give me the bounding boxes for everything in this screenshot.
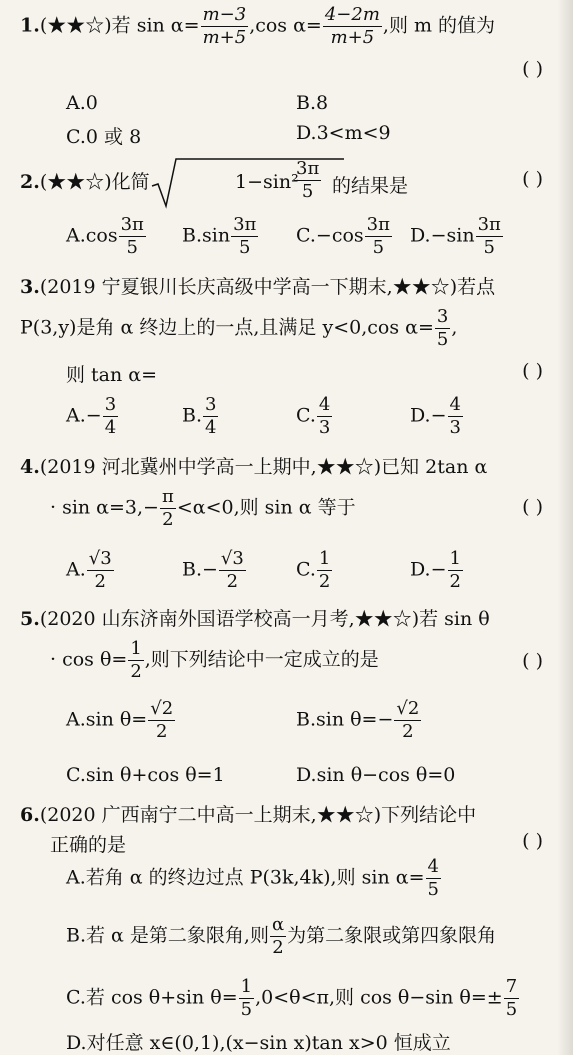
- fraction-denominator: 5: [505, 999, 518, 1020]
- option-label: B.sin θ=−: [296, 708, 394, 731]
- question-1-fraction-cos: [323, 4, 382, 49]
- fraction-numerator: √2: [150, 698, 174, 719]
- question-3-text-line-1: (2019 宁夏银川长庆高级中学高一下期末,★★☆)若点: [39, 276, 496, 298]
- question-2-answer-blank: ( ): [522, 168, 543, 190]
- question-5-text-line-2-end: ,则下列结论中一定成立的是: [144, 648, 379, 671]
- option-label: A.: [66, 558, 86, 581]
- fraction-denominator: 4: [104, 417, 117, 438]
- option-fraction: [270, 914, 286, 959]
- option-fraction: [394, 698, 421, 743]
- fraction-numerator: 1: [240, 976, 253, 997]
- fraction-denominator: 2: [318, 571, 331, 592]
- question-2-text-b: 的结果是: [332, 175, 409, 197]
- question-6-number: 6.: [20, 804, 40, 826]
- option-label: A.−: [66, 404, 102, 427]
- question-1-text-a: (★★☆)若 sin α=: [39, 14, 200, 37]
- question-2-option-b: [182, 214, 259, 259]
- question-1-option-d: D.3<m<9: [296, 122, 391, 144]
- option-label: B.sin: [182, 224, 231, 247]
- question-5-stem-line-2: [50, 638, 379, 683]
- fraction-numerator: 4−2m: [324, 4, 380, 25]
- question-1-number: 1.: [20, 14, 40, 37]
- question-6-stem-line-1: [20, 800, 476, 827]
- question-5-stem-line-1: [20, 604, 490, 631]
- question-3-text-line-2: P(3,y)是角 α 终边上的一点,且满足 y<0,cos α=: [20, 316, 434, 339]
- question-3-number: 3.: [20, 276, 40, 298]
- option-fraction: [448, 394, 463, 439]
- fraction-numerator: 4: [449, 394, 461, 415]
- fraction-numerator: 1: [318, 548, 331, 569]
- option-b-text: B.若 α 是第二象限角,则: [66, 924, 269, 947]
- fraction-denominator: m+5: [202, 27, 247, 48]
- option-fraction: [317, 394, 332, 439]
- question-3-option-b: [182, 394, 219, 439]
- option-b-text-end: 为第二象限或第四象限角: [287, 924, 497, 947]
- question-3-fraction: [435, 306, 450, 351]
- question-3-option-a: [66, 394, 119, 439]
- question-1-stem: [20, 4, 495, 56]
- question-1-option-b: B.8: [296, 92, 329, 114]
- page-edge-shadow: [557, 0, 573, 1055]
- question-2-option-d: [410, 214, 504, 259]
- fraction-numerator: √2: [396, 698, 420, 719]
- question-4-option-d: [410, 548, 464, 593]
- option-label: B.: [182, 404, 203, 427]
- question-6-option-c: [66, 976, 520, 1021]
- fraction-denominator: 5: [427, 879, 439, 900]
- fraction-numerator: 4: [318, 394, 331, 415]
- question-6-stem-line-2: 正确的是: [50, 834, 127, 856]
- fraction-denominator: 5: [301, 181, 314, 202]
- question-4-stem-line-1: [20, 452, 487, 479]
- option-label: D.−: [410, 558, 447, 581]
- question-3-text-line-2-end: ,: [451, 316, 458, 339]
- fraction-denominator: 5: [436, 329, 449, 350]
- option-fraction: [448, 548, 463, 593]
- fraction-numerator: m−3: [202, 4, 247, 25]
- fraction-numerator: √3: [88, 548, 112, 569]
- fraction-denominator: 3: [318, 417, 331, 438]
- fraction-denominator: 2: [94, 571, 106, 592]
- question-4-number: 4.: [20, 456, 40, 478]
- question-2-text-a: (★★☆)化简: [39, 171, 150, 193]
- option-fraction: [365, 214, 392, 259]
- question-2-option-c: [296, 214, 393, 259]
- option-label: A.sin θ=: [66, 708, 148, 731]
- fraction-denominator: 5: [240, 999, 253, 1020]
- radicand-fraction: [294, 158, 321, 203]
- fraction-numerator: 3: [205, 394, 217, 415]
- option-fraction: [239, 976, 254, 1021]
- option-c-text-mid: ,0<θ<π,则 cos θ−sin θ=±: [255, 986, 503, 1009]
- question-4-option-b: [182, 548, 247, 593]
- option-fraction: [504, 976, 519, 1021]
- fraction-numerator: 3π: [366, 214, 390, 235]
- option-label: A.cos: [66, 224, 118, 247]
- fraction-denominator: 5: [372, 237, 385, 258]
- fraction-denominator: 2: [162, 509, 174, 530]
- fraction-denominator: 5: [483, 237, 495, 258]
- option-fraction: [87, 548, 114, 593]
- question-1-option-a: A.0: [66, 92, 98, 114]
- option-fraction: [148, 698, 175, 743]
- fraction-numerator: π: [161, 486, 174, 507]
- option-c-text: C.若 cos θ+sin θ=: [66, 986, 238, 1009]
- question-5-option-a: [66, 698, 176, 743]
- question-1-text-b: ,cos α=: [249, 14, 322, 37]
- question-4-text-line-2-end: <α<0,则 sin α 等于: [176, 496, 356, 519]
- fraction-denominator: 2: [449, 571, 461, 592]
- fraction-numerator: α: [271, 914, 285, 935]
- question-5-option-d: D.sin θ−cos θ=0: [296, 764, 456, 786]
- fraction-denominator: 2: [402, 721, 414, 742]
- option-a-text: A.若角 α 的终边过点 P(3k,4k),则 sin α=: [66, 866, 425, 889]
- question-6-answer-blank: ( ): [522, 830, 543, 852]
- question-1-option-c: C.0 或 8: [66, 126, 142, 148]
- option-fraction: [119, 214, 146, 259]
- fraction-numerator: 3: [436, 306, 449, 327]
- question-5-option-b: [296, 698, 422, 743]
- option-fraction: [426, 856, 441, 901]
- fraction-numerator: 3: [104, 394, 117, 415]
- question-4-text-line-2: · sin α=3,−: [50, 496, 159, 519]
- fraction-numerator: 4: [427, 856, 439, 877]
- question-3-stem-line-1: [20, 272, 495, 299]
- question-3-answer-blank: ( ): [522, 360, 543, 382]
- question-4-option-c: [296, 548, 333, 593]
- question-4-fraction: [160, 486, 176, 531]
- fraction-denominator: 2: [226, 571, 239, 592]
- question-2-stem: [20, 156, 409, 210]
- question-5-text-line-1: (2020 山东济南外国语学校高一月考,★★☆)若 sin θ: [39, 608, 490, 630]
- question-2-option-a: [66, 214, 147, 259]
- question-3-stem-line-3: 则 tan α=: [66, 364, 158, 386]
- question-1-answer-blank: ( ): [522, 58, 543, 80]
- question-1-fraction-sin: [201, 4, 249, 49]
- option-fraction: [203, 394, 218, 439]
- option-fraction: [476, 214, 503, 259]
- question-4-stem-line-2: [50, 486, 356, 531]
- question-6-option-a: [66, 856, 442, 901]
- option-fraction: [219, 548, 246, 593]
- question-6-option-b: [66, 914, 496, 959]
- fraction-numerator: 3π: [233, 214, 257, 235]
- option-label: D.−sin: [410, 224, 475, 247]
- question-5-text-line-2: · cos θ=: [50, 648, 128, 671]
- question-4-option-a: [66, 548, 115, 593]
- question-3-option-d: [410, 394, 464, 439]
- option-fraction: [317, 548, 332, 593]
- fraction-numerator: 1: [449, 548, 461, 569]
- option-label: C.: [296, 558, 316, 581]
- option-label: C.−cos: [296, 224, 364, 247]
- option-fraction: [231, 214, 258, 259]
- question-4-text-line-1: (2019 河北冀州中学高一上期中,★★☆)已知 2tan α: [39, 456, 488, 478]
- fraction-numerator: 3π: [477, 214, 501, 235]
- question-4-answer-blank: ( ): [522, 496, 543, 518]
- question-1-text-c: ,则 m 的值为: [382, 14, 496, 37]
- question-3-option-c: [296, 394, 333, 439]
- fraction-denominator: 5: [239, 237, 251, 258]
- question-5-option-c: C.sin θ+cos θ=1: [66, 764, 225, 786]
- fraction-numerator: 3π: [296, 158, 320, 179]
- fraction-denominator: 5: [126, 237, 138, 258]
- option-label: C.: [296, 404, 316, 427]
- fraction-numerator: √3: [220, 548, 244, 569]
- fraction-numerator: 3π: [120, 214, 144, 235]
- fraction-denominator: 3: [449, 417, 461, 438]
- fraction-numerator: 1: [130, 638, 142, 659]
- question-5-fraction: [128, 638, 143, 683]
- option-fraction: [103, 394, 118, 439]
- radicand-text: 1−sin²: [235, 171, 299, 193]
- fraction-denominator: 2: [155, 721, 168, 742]
- question-5-number: 5.: [20, 608, 40, 630]
- fraction-denominator: 2: [130, 661, 142, 682]
- fraction-numerator: 7: [505, 976, 518, 997]
- question-5-answer-blank: ( ): [522, 650, 543, 672]
- fraction-denominator: m+5: [330, 27, 375, 48]
- fraction-denominator: 4: [205, 417, 217, 438]
- question-6-text-line-1: (2020 广西南宁二中高一上期末,★★☆)下列结论中: [39, 804, 477, 826]
- option-label: D.−: [410, 404, 447, 427]
- fraction-denominator: 2: [272, 937, 284, 958]
- question-6-option-d: D.对任意 x∈(0,1),(x−sin x)tan x>0 恒成立: [66, 1032, 451, 1054]
- option-label: B.−: [182, 558, 218, 581]
- question-2-number: 2.: [20, 171, 40, 193]
- question-3-stem-line-2: [20, 306, 457, 351]
